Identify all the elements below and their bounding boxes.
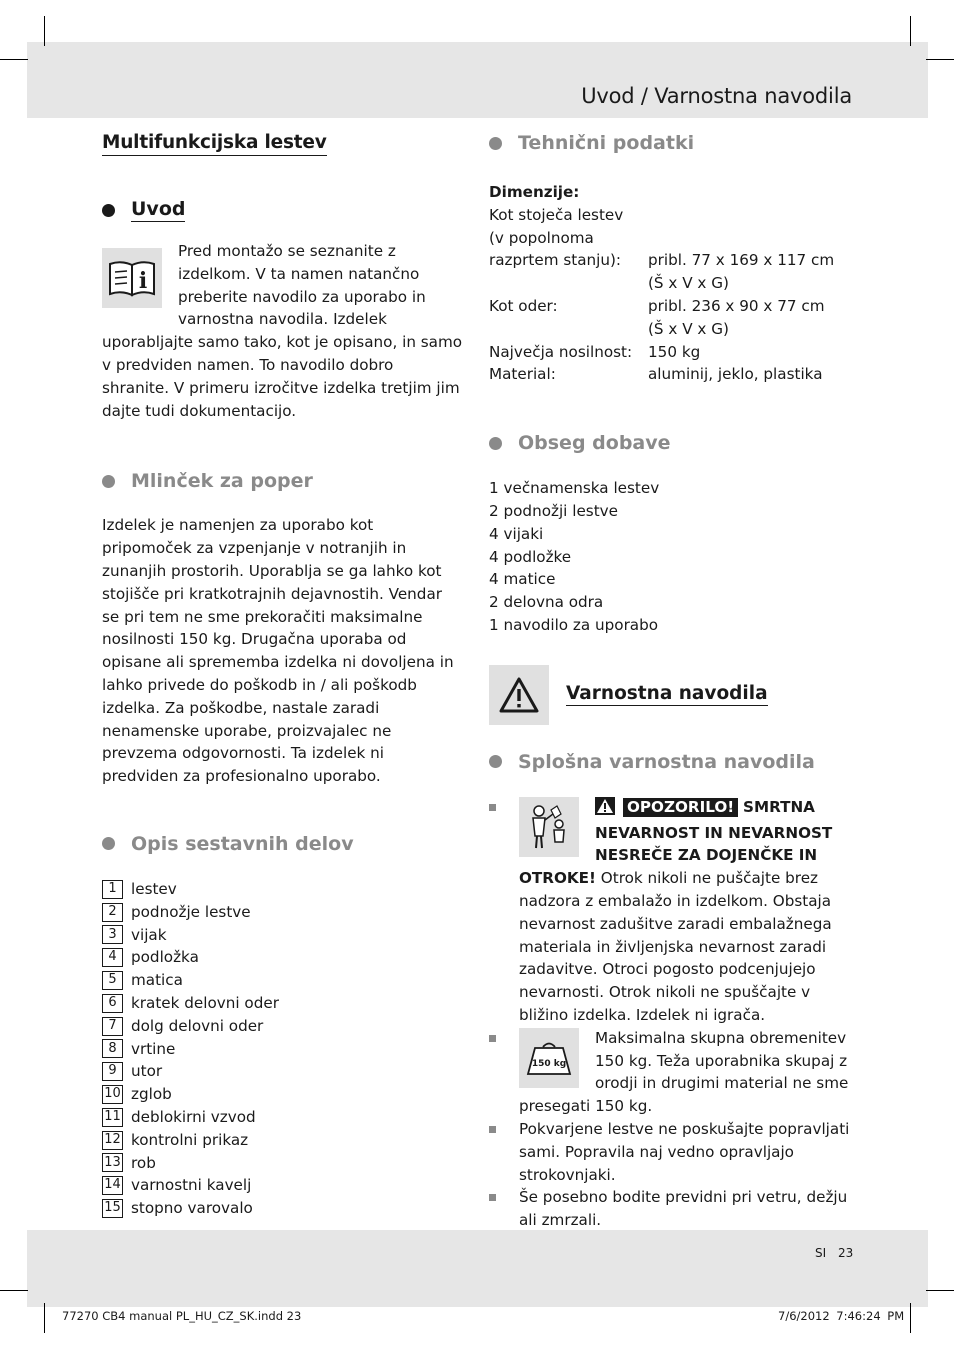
- square-bullet-icon: [489, 804, 496, 811]
- weather-text: Še posebno bodite previdni pri vetru, dežju ali zmrzali.: [519, 1188, 848, 1230]
- bullet-icon: [102, 204, 115, 217]
- repair-text: Pokvarjene lestve ne poskušajte popravljati sami. Popravila naj vedno opravljajo strokovnjaki.: [519, 1119, 850, 1184]
- table-row: Kot oder: pribl. 236 x 90 x 77 cm: [489, 296, 825, 315]
- table-row: Material: aluminij, jeklo, plastika: [489, 365, 823, 384]
- page-number: SI 23: [815, 1246, 854, 1260]
- warning-label: OPOZORILO!: [623, 798, 738, 817]
- list-item: 15 stopno varovalo: [102, 1197, 464, 1220]
- safety-item-repair: [489, 1118, 859, 1186]
- crop-mark: [44, 16, 45, 46]
- list-item: 14 varnostni kavelj: [102, 1174, 464, 1197]
- purpose-text: Izdelek je namenjen za uporabo kot pripomoček za vzpenjanje v notranjih in zunanjih prostorih. Uporablja se ga lahko kot stojišče pri kratkotrajnih dejavnostih. Vendar se pri tem ne sme prekoračiti maksimalne nosilnosti 150 kg. Drugačna uporaba od opisane ali sprememba izdelka ni dovoljena in lahko privede do poškodb in / ali poškodb izdelka. Za poškodbe, nastale zaradi nenamenske uporabe, proizvajalec ne prevzema odgovornosti. Ta izdelek ni predviden za profesionalno uporabo.: [102, 516, 454, 786]
- section-parts-heading: Opis sestavnih delov: [102, 833, 464, 855]
- bullet-icon: [102, 837, 115, 850]
- list-item: 1 lestev: [102, 878, 464, 901]
- bullet-icon: [489, 437, 502, 450]
- list-item: 8 vrtine: [102, 1038, 464, 1061]
- list-item: 2 delovna odra: [489, 593, 604, 612]
- list-item: 1 večnamenska lestev: [489, 479, 660, 498]
- section-tech-heading: Tehnični podatki: [489, 132, 859, 154]
- footer-file: 77270 CB4 manual PL_HU_CZ_SK.indd 23: [62, 1309, 302, 1323]
- list-item: 7 dolg delovni oder: [102, 1015, 464, 1038]
- right-column: [489, 130, 859, 1232]
- table-row: (Š x V x G): [648, 319, 729, 338]
- crop-mark: [910, 1303, 911, 1333]
- crop-mark: [910, 16, 911, 46]
- square-bullet-icon: [489, 1126, 496, 1133]
- list-item: 6 kratek delovni oder: [102, 992, 464, 1015]
- square-bullet-icon: [489, 1194, 496, 1201]
- page-title: Uvod / Varnostna navodila: [581, 84, 852, 108]
- safety-item-children: OPOZORILO! SMRTNA NEVARNOST IN NEVARNOST NESREČE ZA DOJENČKE IN OTROKE! Otrok nikoli ne puščajte brez nadzora z embalažo in izdelkom. Obstaja nevarnost zadušitve zaradi embalažnega materiala in življenjska nevarnost zaradi zadavitve. Otroci pogosto podcenjujejo nevarnosti. Otrok nikoli ne spuščajte v bližino izdelka. Izdelek ni igrača.: [489, 796, 859, 1027]
- intro-text: Pred montažo se seznanite z izdelkom. V ta namen natančno preberite navodilo za uporabo in varnostna navodila. Izdelek uporabljajte samo tako, kot je opisano, in samo v predviden namen. To navodilo dobro shranite. V primeru izročitve izdelka tretjim jim dajte tudi dokumentacijo.: [102, 242, 463, 420]
- supply-list: [489, 477, 859, 637]
- bullet-icon: [489, 755, 502, 768]
- crop-mark: [926, 59, 954, 60]
- warning-text: Otrok nikoli ne puščajte brez nadzora z embalažo in izdelkom. Obstaja nevarnost zadušitve zaradi embalažnega materiala in življenjska nevarnost zaradi zadavitve. Otroci pogosto podcenjujejo nevarnosti. Otrok nikoli ne spuščajte v bližino izdelka. Izdelek ni igrača.: [519, 869, 832, 1024]
- section-general-safety-heading: Splošna varnostna navodila: [489, 751, 859, 773]
- list-item: 5 matica: [102, 969, 464, 992]
- table-row: (Š x V x G): [648, 274, 729, 293]
- table-row: razprtem stanju): pribl. 77 x 169 x 117 cm: [489, 251, 835, 270]
- table-row: (v popolnoma: [489, 228, 594, 247]
- footer-datetime: 7/6/2012 7:46:24 PM: [778, 1309, 905, 1323]
- crop-mark: [0, 1290, 28, 1291]
- bullet-icon: [102, 475, 115, 488]
- load-text: Maksimalna skupna obremenitev 150 kg. Teža uporabnika skupaj z orodji in drugimi material ne sme presegati 150 kg.: [519, 1028, 849, 1116]
- section-purpose-heading: Mlinček za poper: [102, 470, 464, 492]
- parts-list: [102, 878, 464, 1220]
- table-row: Največja nosilnost: 150 kg: [489, 342, 701, 361]
- list-item: 1 navodilo za uporabo: [489, 615, 659, 634]
- crop-mark: [44, 1303, 45, 1333]
- weight-icon: [519, 1028, 579, 1088]
- safety-item-load: [489, 1027, 859, 1118]
- safety-banner-title: Varnostna navodila: [566, 683, 768, 705]
- section-intro-heading: Uvod: [102, 198, 464, 222]
- crop-mark: [0, 59, 28, 60]
- crop-mark: [926, 1290, 954, 1291]
- footer-band: [27, 1230, 928, 1307]
- left-column: [102, 130, 464, 1220]
- info-book-icon: [102, 248, 162, 308]
- document-title: Multifunkcijska lestev: [102, 132, 327, 156]
- warning-triangle-icon: [489, 665, 549, 725]
- list-item: 2 podnožje lestve: [102, 901, 464, 924]
- spec-table: [489, 204, 834, 386]
- list-item: 4 matice: [489, 570, 556, 589]
- list-item: 3 vijak: [102, 924, 464, 947]
- list-item: 4 podložke: [489, 547, 572, 566]
- safety-item-weather: [489, 1186, 859, 1232]
- weight-icon-label: 150 kg: [531, 1058, 567, 1069]
- section-supply-heading: Obseg dobave: [489, 432, 859, 454]
- list-item: 9 utor: [102, 1060, 464, 1083]
- child-danger-icon: [519, 797, 579, 857]
- warning-small-icon: [595, 797, 615, 822]
- safety-banner: [489, 665, 859, 725]
- list-item: 4 podložka: [102, 946, 464, 969]
- square-bullet-icon: [489, 1035, 496, 1042]
- table-row: Kot stoječa lestev: [489, 205, 624, 224]
- list-item: 2 podnožji lestve: [489, 501, 618, 520]
- intro-block: [102, 240, 464, 422]
- list-item: 4 vijaki: [489, 524, 544, 543]
- dimensions-label: Dimenzije:: [489, 183, 580, 201]
- bullet-icon: [489, 137, 502, 150]
- list-item: 12 kontrolni prikaz: [102, 1129, 464, 1152]
- list-item: 10 zglob: [102, 1083, 464, 1106]
- svg-text:i: i: [138, 268, 148, 294]
- list-item: 13 rob: [102, 1152, 464, 1175]
- list-item: 11 deblokirni vzvod: [102, 1106, 464, 1129]
